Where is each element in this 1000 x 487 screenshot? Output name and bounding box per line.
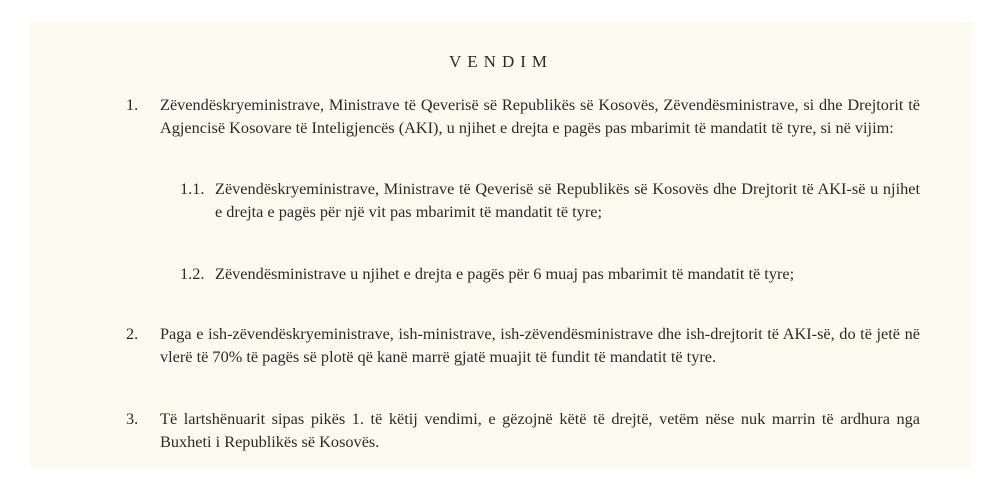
subitem-1-1-number: 1.1. [180,179,205,198]
item-3-text: Të lartshënuarit sipas pikës 1. të këtij vendimi, e gëzojnë këtë të drejtë, vetëm nëse nuk marrin të ardhura nga Buxheti i Republikës së Kosovës. [160,409,920,451]
item-2-text: Paga e ish-zëvendëskryeministrave, ish-ministrave, ish-zëvendësministrave dhe ish-drejtorit të AKI-së, do të jetë në vlerë të 70% të pagës së plotë që kanë marrë gjatë muajit të fundit të mandatit të tyre. [160,324,920,366]
subitem-1-2-text: Zëvendësministrave u njihet e drejta e pagës për 6 muaj pas mbarimit të mandatit të tyre; [215,264,795,283]
item-2-number: 2. [126,324,139,343]
subitem-1-1-text: Zëvendëskryeministrave, Ministrave të Qeverisë së Republikës së Kosovës dhe Drejtorit të AKI-së u njihet e drejta e pagës për një vit pas mbarimit të mandatit të tyre; [215,179,920,221]
cropped-text-residue [30,22,972,30]
item-1-number: 1. [126,95,139,114]
subitem-1-2-number: 1.2. [180,264,205,283]
document-heading: VENDIM [449,52,553,71]
document-page [30,22,972,468]
item-1-text: Zëvendëskryeministrave, Ministrave të Qeverisë së Republikës së Kosovës, Zëvendësministrave, si dhe Drejtorit të Agjencisë Kosovare të Inteligjencës (AKI), u njihet e drejta e pagës pas mbarimit të mandatit të tyre, si në vijim: [160,95,920,137]
item-3-number: 3. [126,409,139,428]
